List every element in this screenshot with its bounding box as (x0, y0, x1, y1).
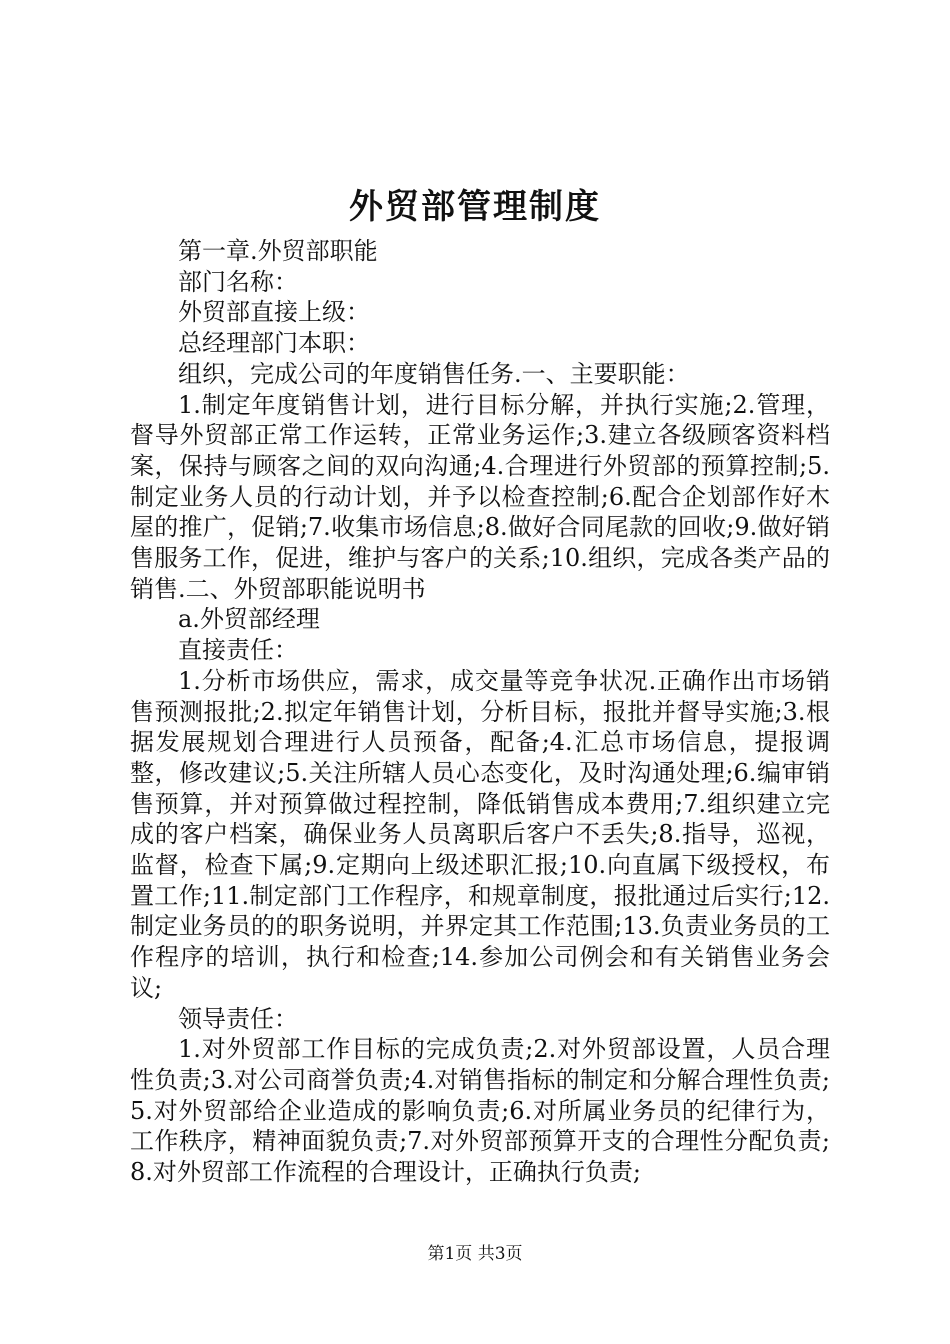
leadership-responsibility-heading: 领导责任： (178, 1004, 298, 1033)
department-duty-line: 总经理部门本职： (178, 329, 370, 358)
direct-superior-line: 外贸部直接上级： (178, 298, 370, 327)
direct-responsibility-list: 1.分析市场供应，需求，成交量等竞争状况.正确作出市场销售预测报批;2.拟定年销售计划，分析目标，报批并督导实施;3.根据发展规划合理进行人员预备，配备;4.汇总市场信息，提报调整，修改建议;5.关注所辖人员心态变化，及时沟通处理;6.编审销售预算，并对预算做过程控制，降低销售成本费用;7.组织建立完成的客户档案，确保业务人员离职后客户不丢失;8.指导，巡视，监督，检查下属;9.定期向上级述职汇报;10.向直属下级授权，布置工作;11.制定部门工作程序，和规章制度，报批通过后实行;12.制定业务员的的职务说明，并界定其工作范围;13.负责业务员的工作程序的培训，执行和检查;14.参加公司例会和有关销售业务会议; (130, 666, 830, 1002)
main-functions-list: 1.制定年度销售计划，进行目标分解，并执行实施;2.管理，督导外贸部正常工作运转，正常业务运作;3.建立各级顾客资料档案，保持与顾客之间的双向沟通;4.合理进行外贸部的预算控制;5.制定业务人员的行动计划，并予以检查控制;6.配合企划部作好木屋的推广，促销;7.收集市场信息;8.做好合同尾款的回收;9.做好销售服务工作，促进，维护与客户的关系;10.组织，完成各类产品的销售.二、外贸部职能说明书 (130, 390, 830, 603)
document-title: 外贸部管理制度 (349, 187, 601, 227)
department-name-line: 部门名称： (178, 267, 298, 296)
manager-heading: a.外贸部经理 (178, 605, 320, 634)
chapter-heading: 第一章.外贸部职能 (178, 237, 378, 265)
document-body (130, 236, 830, 1188)
main-functions-intro: 组织，完成公司的年度销售任务.一、主要职能： (178, 359, 690, 388)
direct-responsibility-heading: 直接责任： (178, 636, 298, 665)
leadership-responsibility-list: 1.对外贸部工作目标的完成负责;2.对外贸部设置，人员合理性负责;3.对公司商誉负责;4.对销售指标的制定和分解合理性负责;5.对外贸部给企业造成的影响负责;6.对所属业务员的纪律行为，工作秩序，精神面貌负责;7.对外贸部预算开支的合理性分配负责;8.对外贸部工作流程的合理设计，正确执行负责; (130, 1035, 830, 1187)
page-footer: 第1页 共3页 (427, 1244, 523, 1264)
